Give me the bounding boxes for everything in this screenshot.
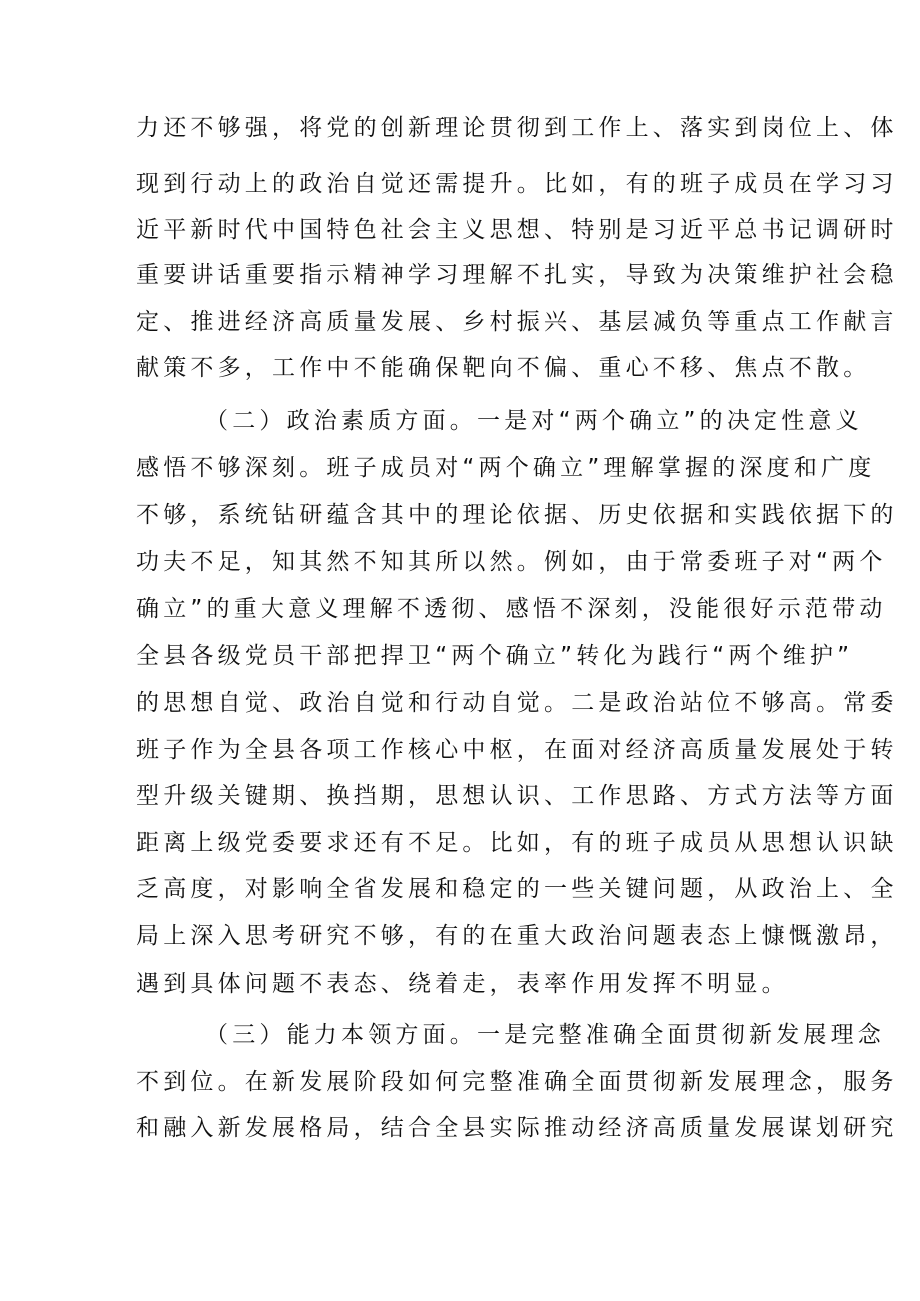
text-line: 重要讲话重要指示精神学习理解不扎实，导致为决策维护社会稳 — [136, 262, 898, 288]
text-line: 遇到具体问题不表态、绕着走，表率作用发挥不明显。 — [136, 971, 789, 997]
text-line: 定、推进经济高质量发展、乡村振兴、基层减负等重点工作献言 — [136, 309, 898, 335]
text-line: 不到位。在新发展阶段如何完整准确全面贯彻新发展理念，服务 — [136, 1069, 898, 1095]
text-line: 功夫不足，知其然不知其所以然。例如，由于常委班子对“两个 — [136, 549, 887, 575]
text-line: 型升级关键期、换挡期，思想认识、工作思路、方式方法等方面 — [136, 783, 898, 809]
text-line: 全县各级党员干部把捍卫“两个确立”转化为践行“两个维护” — [136, 643, 854, 669]
text-line: 局上深入思考研究不够，有的在重大政治问题表态上慷慨激昂， — [136, 923, 898, 949]
section-heading-line: （三）能力本领方面。一是完整准确全面贯彻新发展理念 — [205, 1022, 885, 1048]
text-line: 力还不够强，将党的创新理论贯彻到工作上、落实到岗位上、体 — [136, 115, 898, 141]
text-line: 感悟不够深刻。班子成员对“两个确立”理解掌握的深度和广度 — [136, 455, 876, 481]
text-line: 确立”的重大意义理解不透彻、感悟不深刻，没能很好示范带动 — [136, 596, 887, 622]
text-line: 班子作为全县各项工作核心中枢，在面对经济高质量发展处于转 — [136, 737, 898, 763]
text-line: 的思想自觉、政治自觉和行动自觉。二是政治站位不够高。常委 — [136, 690, 898, 716]
text-line: 献策不多，工作中不能确保靶向不偏、重心不移、焦点不散。 — [136, 355, 871, 381]
text-line: 乏高度，对影响全省发展和稳定的一些关键问题，从政治上、全 — [136, 876, 898, 902]
text-line: 近平新时代中国特色社会主义思想、特别是习近平总书记调研时 — [136, 217, 898, 243]
text-line: 现到行动上的政治自觉还需提升。比如，有的班子成员在学习习 — [136, 171, 898, 197]
text-line: 距离上级党委要求还有不足。比如，有的班子成员从思想认识缺 — [136, 830, 898, 856]
text-line: 和融入新发展格局，结合全县实际推动经济高质量发展谋划研究 — [136, 1115, 898, 1141]
section-heading-line: （二）政治素质方面。一是对“两个确立”的决定性意义 — [205, 408, 863, 434]
text-line: 不够，系统钻研蕴含其中的理论依据、历史依据和实践依据下的 — [136, 502, 898, 528]
